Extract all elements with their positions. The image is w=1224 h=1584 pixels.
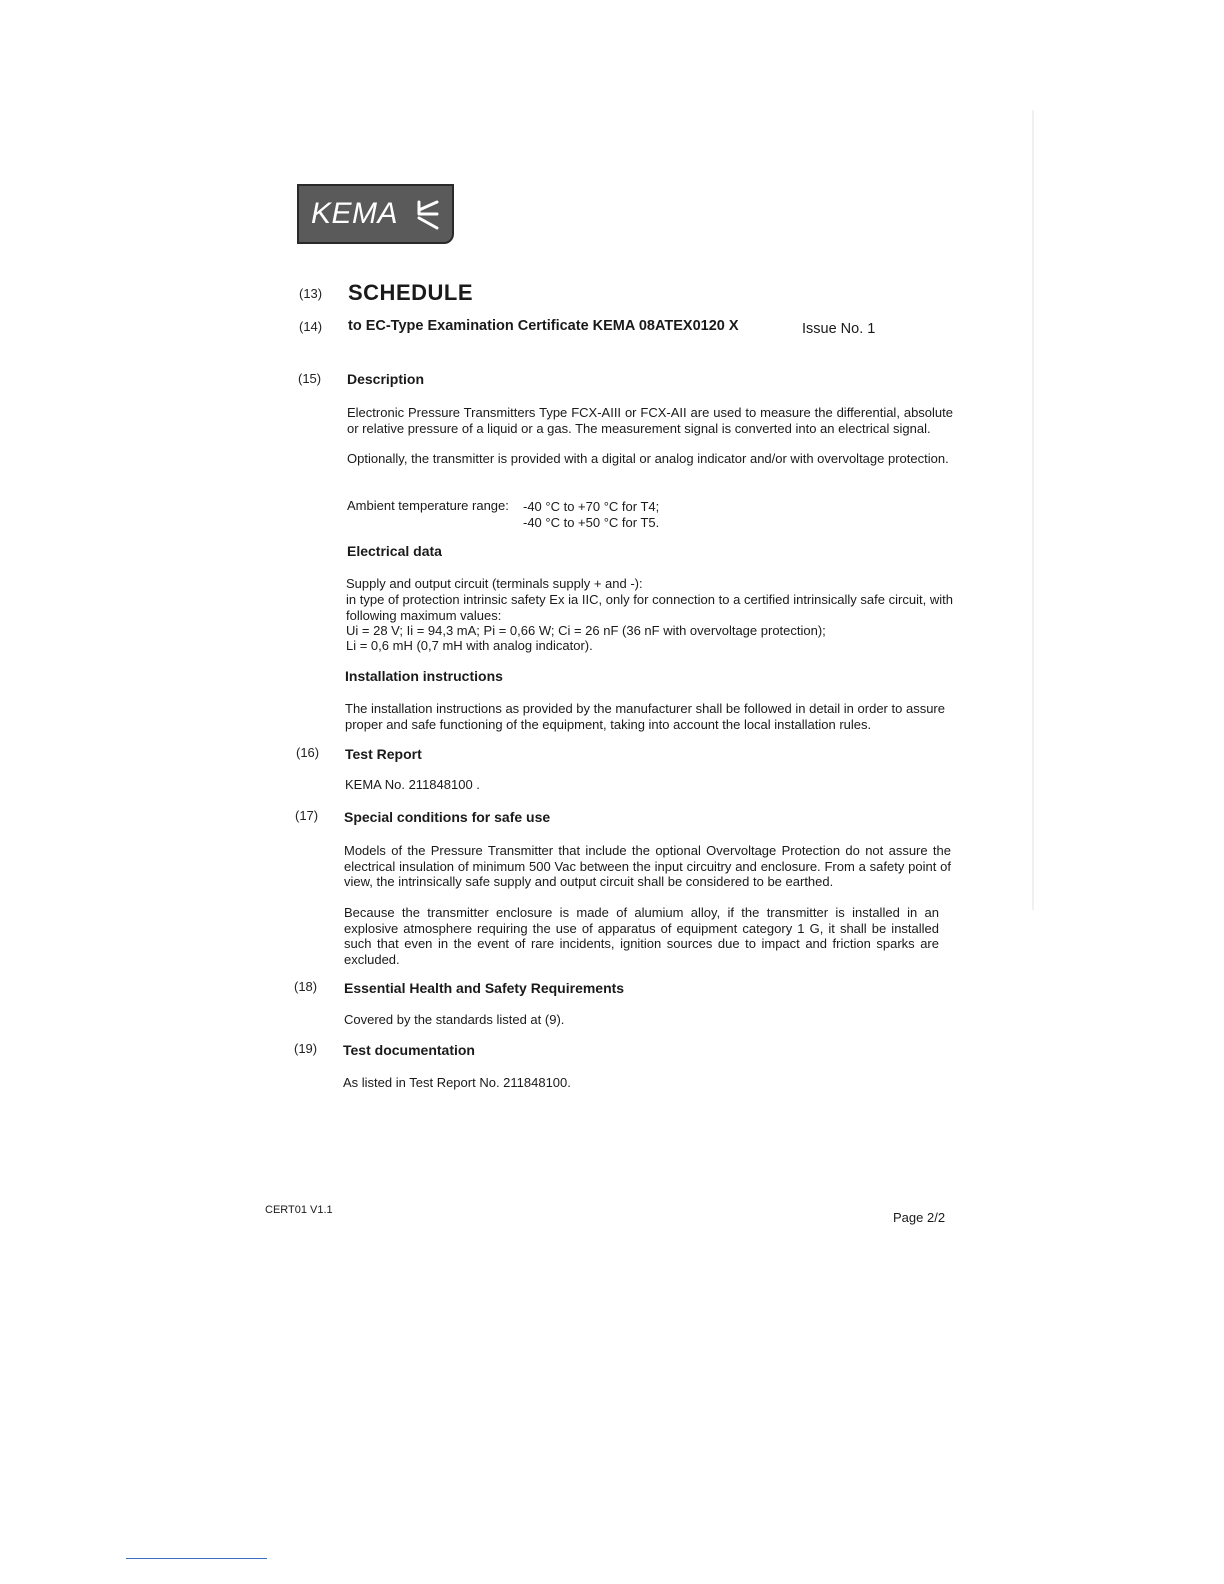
installation-heading: Installation instructions [345, 668, 503, 684]
electrical-inductance-line: Li = 0,6 mH (0,7 mH with analog indicator). [346, 638, 593, 653]
temperature-range-t5: -40 °C to +50 °C for T5. [523, 515, 660, 530]
section-number-13: (13) [299, 286, 323, 301]
special-conditions-heading: Special conditions for safe use [344, 809, 551, 825]
electrical-protection-paragraph: in type of protection intrinsic safety Ex ia IIC, only for connection to a certified intrinsically safe circuit, with following maximum values: [346, 592, 953, 623]
description-heading: Description [347, 371, 425, 387]
test-report-heading: Test Report [345, 746, 422, 762]
kema-lightning-icon [415, 200, 441, 230]
electrical-values-line: Ui = 28 V; Ii = 94,3 mA; Pi = 0,66 W; Ci = 26 nF (36 nF with overvoltage protection); [346, 623, 826, 638]
page-title: SCHEDULE [348, 280, 474, 305]
ehsr-text: Covered by the standards listed at (9). [344, 1012, 565, 1027]
kema-logo [297, 184, 454, 244]
electrical-supply-line: Supply and output circuit (terminals supply + and -): [346, 576, 643, 591]
section-number-18: (18) [294, 979, 318, 994]
section-number-17: (17) [295, 808, 319, 823]
temperature-label: Ambient temperature range: [347, 498, 509, 513]
page-number: Page 2/2 [893, 1210, 946, 1225]
special-conditions-paragraph-1: Models of the Pressure Transmitter that include the optional Overvoltage Protection do not assure the electrical insulation of minimum 500 Vac between the input circuitry and enclosure. From a safety point of view, the intrinsically safe supply and output circuit shall be considered to be earthed. [344, 843, 951, 889]
footnote-rule [126, 1558, 267, 1559]
form-version: CERT01 V1.1 [265, 1204, 333, 1216]
description-paragraph-2: Optionally, the transmitter is provided with a digital or analog indicator and/or with overvoltage protection. [347, 451, 949, 466]
scan-edge-line [1032, 110, 1034, 910]
test-documentation-text: As listed in Test Report No. 211848100. [343, 1075, 571, 1090]
section-number-19: (19) [294, 1041, 318, 1056]
section-number-15: (15) [298, 371, 322, 386]
test-documentation-heading: Test documentation [343, 1042, 475, 1058]
special-conditions-paragraph-2: Because the transmitter enclosure is made of alumium alloy, if the transmitter is installed in an explosive atmosphere requiring the use of apparatus of equipment category 1 G, it shall be installed such that even in the event of rare incidents, ignition sources due to impact and friction sparks are excluded. [344, 905, 939, 967]
installation-paragraph: The installation instructions as provided by the manufacturer shall be followed in detail in order to assure proper and safe functioning of the equipment, taking into account the local installation rules. [345, 701, 945, 732]
certificate-title: to EC-Type Examination Certificate KEMA 08ATEX0120 X [348, 318, 739, 334]
logo-text: KEMA [311, 197, 399, 230]
electrical-heading: Electrical data [347, 543, 442, 559]
description-paragraph-1: Electronic Pressure Transmitters Type FCX-AIII or FCX-AII are used to measure the differential, absolute or relative pressure of a liquid or a gas. The measurement signal is converted into an electrical signal. [347, 405, 953, 436]
issue-number: Issue No. 1 [802, 321, 876, 337]
ehsr-heading: Essential Health and Safety Requirements [344, 980, 625, 996]
section-number-14: (14) [299, 319, 323, 334]
temperature-range-t4: -40 °C to +70 °C for T4; [523, 499, 660, 514]
test-report-number: KEMA No. 211848100 . [345, 777, 480, 792]
section-number-16: (16) [296, 745, 320, 760]
